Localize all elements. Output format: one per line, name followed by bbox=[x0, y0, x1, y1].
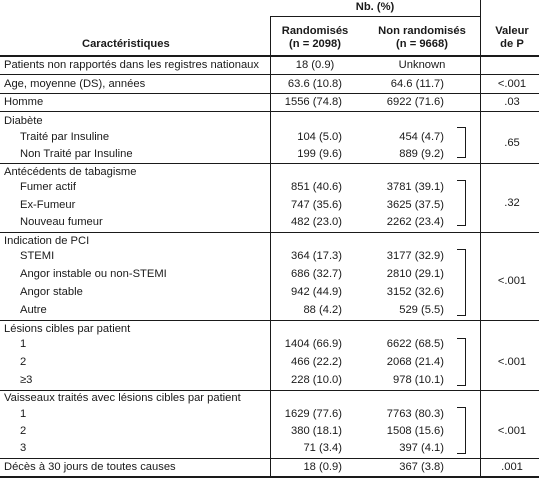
row-label: 3 bbox=[20, 442, 27, 454]
row-label: Non Traité par Insuline bbox=[20, 148, 133, 160]
nonrand-value: 64.6 (11.7) bbox=[390, 78, 444, 90]
p-value: <.001 bbox=[497, 356, 527, 368]
p-value: .001 bbox=[501, 461, 523, 473]
rand-value: 88 (4.2) bbox=[303, 304, 342, 316]
bracket-diabete bbox=[457, 127, 466, 158]
nonrand-value: 1508 (15.6) bbox=[386, 425, 444, 437]
nonrand-value: 6922 (71.6) bbox=[386, 96, 444, 108]
nonrand-value: 2810 (29.1) bbox=[386, 268, 444, 280]
p-header-1: Valeur bbox=[495, 25, 529, 37]
group-label: Diabète bbox=[4, 115, 43, 127]
nonrand-value: 889 (9.2) bbox=[399, 148, 444, 160]
rand-value: 1556 (74.8) bbox=[284, 96, 342, 108]
row-label: ≥3 bbox=[20, 374, 33, 386]
nonrand-value: 529 (5.5) bbox=[399, 304, 444, 316]
nonrand-value: 3625 (37.5) bbox=[386, 199, 444, 211]
col-divider-2 bbox=[480, 0, 481, 478]
row-rule bbox=[0, 111, 539, 112]
row-label: Age, moyenne (DS), années bbox=[4, 78, 146, 90]
header-rule bbox=[0, 55, 539, 57]
nonrand-value: 978 (10.1) bbox=[393, 374, 444, 386]
row-label: Nouveau fumeur bbox=[20, 216, 103, 228]
row-rule bbox=[0, 320, 539, 321]
group-header: Nb. (%) bbox=[355, 1, 395, 13]
rand-value: 942 (44.9) bbox=[291, 286, 342, 298]
row-label: Traité par Insuline bbox=[20, 131, 110, 143]
rand-value: 199 (9.6) bbox=[297, 148, 342, 160]
rand-value: 18 (0.9) bbox=[303, 461, 342, 473]
group-label: Indication de PCI bbox=[4, 235, 90, 247]
group-label: Antécédents de tabagisme bbox=[4, 166, 137, 178]
bracket-tabagisme bbox=[457, 180, 466, 226]
rand-value: 482 (23.0) bbox=[291, 216, 342, 228]
rand-value: 686 (32.7) bbox=[291, 268, 342, 280]
bottom-rule bbox=[0, 476, 539, 478]
rand-value: 63.6 (10.8) bbox=[287, 78, 342, 90]
rand-header-2: (n = 2098) bbox=[289, 38, 341, 50]
group-label: Lésions cibles par patient bbox=[4, 323, 131, 335]
rand-value: 380 (18.1) bbox=[291, 425, 342, 437]
nonrand-value: 3177 (32.9) bbox=[386, 250, 444, 262]
bracket-indication bbox=[457, 249, 466, 316]
nonrand-header-1: Non randomisés bbox=[378, 25, 466, 37]
row-label: 2 bbox=[20, 425, 27, 437]
nonrand-value: 3781 (39.1) bbox=[386, 181, 444, 193]
row-rule bbox=[0, 163, 539, 164]
nonrand-value: 2262 (23.4) bbox=[386, 216, 444, 228]
nonrand-header-2: (n = 9668) bbox=[396, 38, 448, 50]
nonrand-value: 3152 (32.6) bbox=[386, 286, 444, 298]
bracket-lesions bbox=[457, 338, 466, 386]
row-label: STEMI bbox=[20, 250, 55, 262]
p-value: <.001 bbox=[497, 425, 527, 437]
row-label: 1 bbox=[20, 338, 27, 350]
characteristics-header: Caractéristiques bbox=[82, 38, 170, 50]
rand-value: 1404 (66.9) bbox=[284, 338, 342, 350]
bracket-vaisseaux bbox=[457, 407, 466, 454]
nonrand-value: 454 (4.7) bbox=[399, 131, 444, 143]
p-value: .32 bbox=[504, 197, 520, 209]
row-label: Angor stable bbox=[20, 286, 83, 298]
rand-value: 747 (35.6) bbox=[291, 199, 342, 211]
rand-value: 1629 (77.6) bbox=[284, 408, 342, 420]
row-label: Décès à 30 jours de toutes causes bbox=[4, 461, 176, 473]
rand-value: 466 (22.2) bbox=[291, 356, 342, 368]
rand-value: 18 (0.9) bbox=[295, 59, 335, 71]
p-value: <.001 bbox=[497, 275, 527, 287]
row-rule bbox=[0, 458, 539, 459]
row-label: 1 bbox=[20, 408, 27, 420]
row-rule bbox=[0, 232, 539, 233]
nonrand-value: 367 (3.8) bbox=[399, 461, 444, 473]
nonrand-value: 397 (4.1) bbox=[399, 442, 444, 454]
row-label: 2 bbox=[20, 356, 27, 368]
nonrand-value: 2068 (21.4) bbox=[386, 356, 444, 368]
p-value: .03 bbox=[504, 96, 520, 108]
row-label: Homme bbox=[4, 96, 44, 108]
nonrand-value: 6622 (68.5) bbox=[386, 338, 444, 350]
nonrand-value: 7763 (80.3) bbox=[386, 408, 444, 420]
p-value: .65 bbox=[504, 137, 520, 149]
nonrand-value: Unknown bbox=[398, 59, 446, 71]
p-value: <.001 bbox=[497, 78, 527, 90]
rand-value: 851 (40.6) bbox=[291, 181, 342, 193]
rand-value: 104 (5.0) bbox=[297, 131, 342, 143]
rand-header-1: Randomisés bbox=[281, 25, 349, 37]
rand-value: 71 (3.4) bbox=[303, 442, 342, 454]
group-underline bbox=[270, 16, 480, 17]
row-label: Patients non rapportés dans les registres nationaux bbox=[4, 59, 259, 71]
row-label: Autre bbox=[20, 304, 47, 316]
rand-value: 228 (10.0) bbox=[291, 374, 342, 386]
row-label: Angor instable ou non-STEMI bbox=[20, 268, 167, 280]
rand-value: 364 (17.3) bbox=[291, 250, 342, 262]
row-rule bbox=[0, 74, 539, 75]
row-rule bbox=[0, 390, 539, 391]
p-header-2: de P bbox=[500, 38, 524, 50]
group-label: Vaisseaux traités avec lésions cibles par patient bbox=[4, 392, 241, 404]
row-label: Fumer actif bbox=[20, 181, 76, 193]
row-rule bbox=[0, 93, 539, 94]
row-label: Ex-Fumeur bbox=[20, 199, 76, 211]
